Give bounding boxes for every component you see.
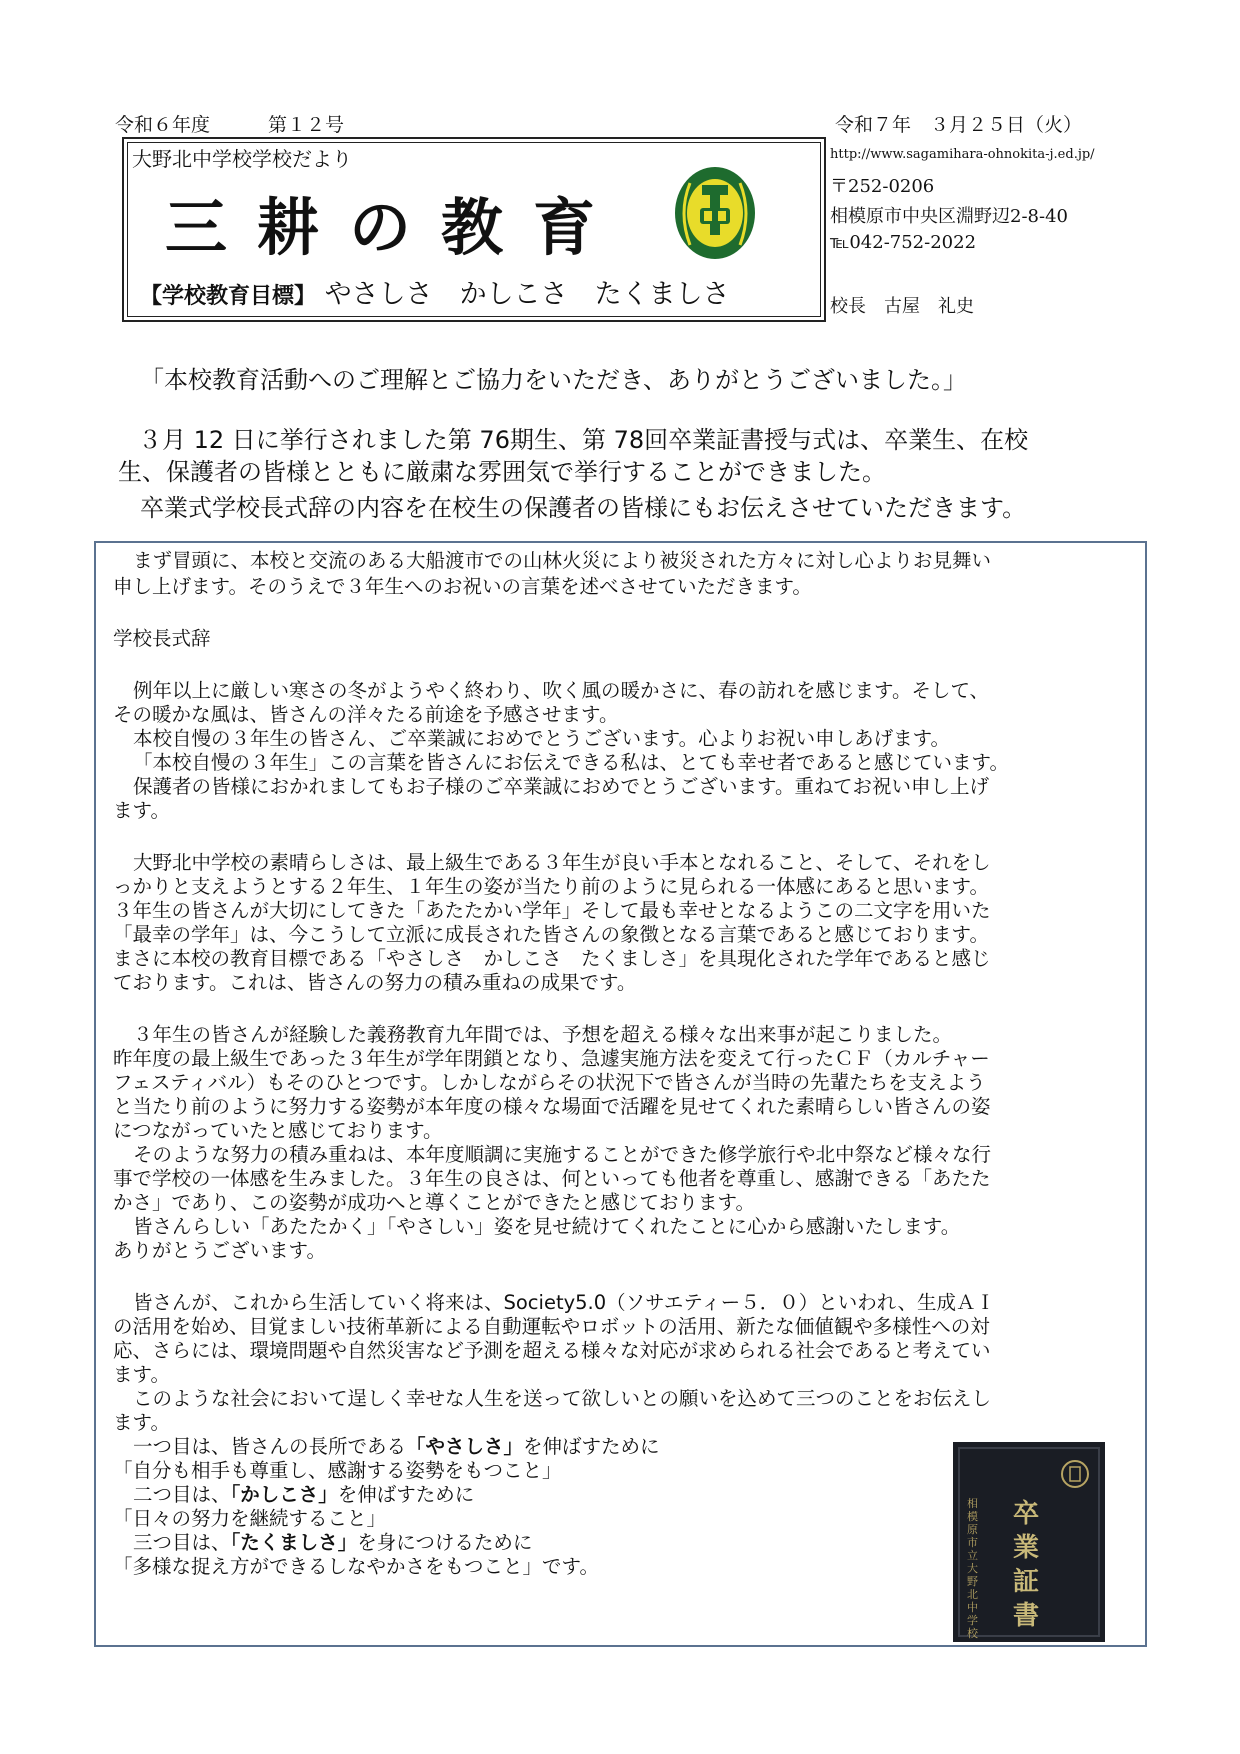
postal-code: 〒252-0206 [830, 176, 935, 197]
point-2-detail: 「日々の努力を継続すること」 [113, 1507, 387, 1530]
school-phone: ℡042-752-2022 [830, 232, 977, 253]
paragraph-line: 事で学校の一体感を生みました。３年生の良さは、何といっても他者を尊重し、感謝できる「あたた [113, 1167, 991, 1190]
paragraph-line: ます。 [113, 1411, 170, 1434]
newsletter-name: 大野北中学校学校だより [132, 147, 352, 171]
paragraph-line: 例年以上に厳しい寒さの冬がようやく終わり、吹く風の暖かさに、春の訪れを感じます。そして、 [133, 679, 990, 702]
paragraph-line: の活用を始め、目覚ましい技術革新による自動運転やロボットの活用、新たな価値観や多様性への対 [113, 1315, 990, 1338]
point-1-detail: 「自分も相手も尊重し、感謝する姿勢をもつこと」 [113, 1459, 562, 1482]
paragraph-line: 「本校自慢の３年生」この言葉を皆さんにお伝えできる私は、とても幸せ者であると感じています。 [133, 751, 1009, 774]
paragraph-line: フェスティバル）もそのひとつです。しかしながらその状況下で皆さんが当時の先輩たちを支えよう [113, 1071, 986, 1094]
opening-line-2: 申し上げます。そのうえで３年生へのお祝いの言葉を述べさせていただきます。 [113, 575, 812, 598]
paragraph-line: ております。これは、皆さんの努力の積み重ねの成果です。 [113, 971, 637, 994]
diploma-photo [953, 1442, 1105, 1642]
issue-date: 令和７年 ３月２５日（火） [835, 114, 1083, 136]
school-goal [140, 272, 730, 311]
paragraph-line: かさ」であり、この姿勢が成功へと導くことができたと感じております。 [113, 1191, 755, 1214]
fiscal-year: 令和６年度 [115, 114, 211, 136]
paragraph-line: ます。 [113, 799, 170, 822]
paragraph-line: 皆さんが、これから生活していく将来は、Society5.0（ソサエティー５．０）といわれ、生成ＡＩ [133, 1291, 995, 1314]
point-3-detail: 「多様な捉え方ができるしなやかさをもつこと」です。 [113, 1555, 599, 1578]
school-url: http://www.sagamihara-ohnokita-j.ed.jp/ [830, 147, 1095, 162]
paragraph-line: その暖かな風は、皆さんの洋々たる前途を予感させます。 [113, 703, 619, 726]
paragraph-line: ありがとうございます。 [113, 1239, 326, 1262]
paragraph-line: そのような努力の積み重ねは、本年度順調に実施することができた修学旅行や北中祭など様々な行 [133, 1143, 992, 1166]
keyword-kashikosa: 「かしこさ」 [230, 1483, 338, 1506]
school-emblem-icon [670, 163, 760, 263]
section-title: 学校長式辞 [113, 627, 211, 650]
paragraph-line: ３年生の皆さんが大切にしてきた「あたたかい学年」そして最も幸せとなるようこの二文字を用いた [113, 899, 991, 922]
paragraph-line: と当たり前のように努力する姿勢が本年度の様々な場面で活躍を見せてくれた素晴らしい皆さんの姿 [113, 1095, 991, 1118]
principal-name: 校長 古屋 礼史 [830, 296, 974, 317]
paragraph-line: 大野北中学校の素晴らしさは、最上級生である３年生が良い手本となれること、そして、それをし [133, 851, 991, 874]
newsletter-title: 三耕の教育 [165, 191, 626, 264]
school-goal-label: 【学校教育目標】 [140, 284, 317, 309]
paragraph-line: ３年生の皆さんが経験した義務教育九年間では、予想を超える様々な出来事が起こりました。 [133, 1023, 953, 1046]
opening-line-1: まず冒頭に、本校と交流のある大船渡市での山林火災により被災された方々に対し心よりお見舞い [133, 549, 992, 572]
paragraph-line: 保護者の皆様におかれましてもお子様のご卒業誠におめでとうございます。重ねてお祝い申し上げ [133, 775, 989, 798]
intro-line-3: 卒業式学校長式辞の内容を在校生の保護者の皆様にもお伝えさせていただきます。 [140, 494, 1027, 522]
paragraph-line: このような社会において逞しく幸せな人生を送って欲しいとの願いを込めて三つのことをお伝えし [133, 1387, 992, 1410]
paragraph-line: 本校自慢の３年生の皆さん、ご卒業誠におめでとうございます。心よりお祝い申しあげます。 [133, 727, 951, 750]
school-goal-text: やさしさ かしこさ たくましさ [324, 279, 730, 310]
paragraph-line: 皆さんらしい「あたたかく」「やさしい」姿を見せ続けてくれたことに心から感謝いたします。 [133, 1215, 961, 1238]
paragraph-line: 応、さらには、環境問題や自然災害など予測を超える様々な対応が求められる社会であると考えてい [113, 1339, 991, 1362]
point-3: 三つ目は、「たくましさ」を身につけるために [133, 1531, 533, 1554]
diploma-title: 卒業証書 [1013, 1499, 1040, 1631]
paragraph-line: 昨年度の最上級生であった３年生が学年閉鎖となり、急遽実施方法を変えて行ったＣＦ（カルチャー [113, 1047, 990, 1070]
paragraph-line: ます。 [113, 1363, 170, 1386]
paragraph-line: っかりと支えようとする２年生、１年生の姿が当たり前のように見られる一体感にあると思います。 [113, 875, 989, 898]
paragraph-line: まさに本校の教育目標である「やさしさ かしこさ たくましさ」を具現化された学年であると感じ [113, 947, 991, 970]
intro-line-2: 生、保護者の皆様とともに厳粛な雰囲気で挙行することができました。 [118, 458, 886, 486]
point-1: 一つ目は、皆さんの長所である「やさしさ」を伸ばすために [133, 1435, 660, 1458]
paragraph-line: 「最幸の学年」は、今こうして立派に成長された皆さんの象徴となる言葉であると感じております。 [113, 923, 989, 946]
keyword-takumashisa: 「たくましさ」 [230, 1531, 358, 1554]
point-2: 二つ目は、「かしこさ」を伸ばすために [133, 1483, 475, 1506]
diploma-school: 相模原市立大野北中学校 [967, 1497, 978, 1640]
lead-message: 「本校教育活動へのご理解とご協力をいただき、ありがとうございました。」 [140, 366, 968, 394]
issue-number: 第１２号 [268, 114, 345, 136]
intro-line-1: ３月 12 日に挙行されました第 76期生、第 78回卒業証書授与式は、卒業生、在校 [138, 426, 1029, 454]
paragraph-line: につながっていたと感じております。 [113, 1119, 443, 1142]
keyword-yasashisa: 「やさしさ」 [406, 1435, 524, 1458]
school-address: 相模原市中央区淵野辺2-8-40 [830, 206, 1068, 227]
